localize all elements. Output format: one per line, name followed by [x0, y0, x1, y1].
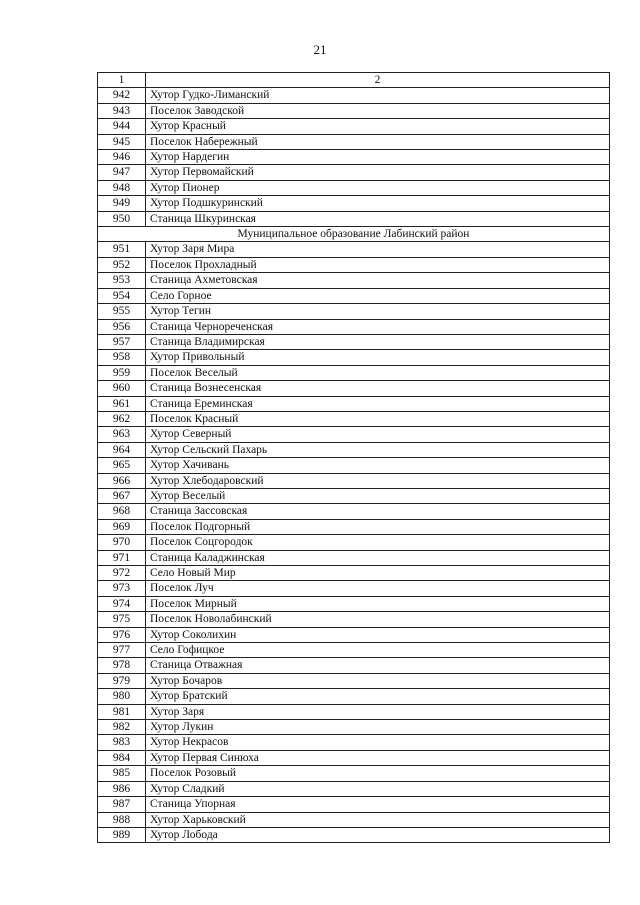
table-row	[98, 442, 610, 457]
settlement-name: Поселок Луч	[146, 581, 610, 596]
settlement-name: Поселок Розовый	[146, 766, 610, 781]
settlement-name: Хутор Хлебодаровский	[146, 473, 610, 488]
row-number: 982	[98, 720, 146, 735]
table-row	[98, 458, 610, 473]
settlement-name: Хутор Привольный	[146, 350, 610, 365]
settlement-name: Хутор Заря Мира	[146, 242, 610, 257]
table-row	[98, 519, 610, 534]
table-row	[98, 196, 610, 211]
row-number: 980	[98, 689, 146, 704]
settlement-name: Поселок Красный	[146, 411, 610, 426]
row-number: 977	[98, 643, 146, 658]
settlement-name: Хутор Веселый	[146, 488, 610, 503]
settlement-name: Хутор Соколихин	[146, 627, 610, 642]
row-number: 957	[98, 334, 146, 349]
settlement-name: Хутор Харьковский	[146, 812, 610, 827]
settlement-name: Хутор Тегин	[146, 304, 610, 319]
settlement-name: Хутор Красный	[146, 119, 610, 134]
table-row	[98, 381, 610, 396]
row-number: 952	[98, 257, 146, 272]
table-row	[98, 180, 610, 195]
settlement-name: Хутор Лобода	[146, 827, 610, 842]
page-number: 21	[313, 42, 327, 57]
row-number: 942	[98, 88, 146, 103]
table-row	[98, 720, 610, 735]
settlement-name: Станица Вознесенская	[146, 381, 610, 396]
settlement-name: Село Горное	[146, 288, 610, 303]
row-number: 955	[98, 304, 146, 319]
row-number: 946	[98, 150, 146, 165]
row-number: 951	[98, 242, 146, 257]
table-row	[98, 119, 610, 134]
row-number: 974	[98, 596, 146, 611]
settlement-name: Хутор Лукин	[146, 720, 610, 735]
table-row	[98, 566, 610, 581]
settlements-table	[97, 72, 610, 843]
table-row	[98, 689, 610, 704]
settlement-name: Хутор Первая Синюха	[146, 750, 610, 765]
table-row	[98, 288, 610, 303]
table-body	[98, 73, 610, 843]
settlement-name: Станица Чернореченская	[146, 319, 610, 334]
row-number: 965	[98, 458, 146, 473]
column-header-number: 1	[98, 73, 146, 88]
table-row	[98, 535, 610, 550]
table-row	[98, 673, 610, 688]
row-number: 983	[98, 735, 146, 750]
settlement-name: Станица Упорная	[146, 797, 610, 812]
settlement-name: Хутор Нардегин	[146, 150, 610, 165]
row-number: 950	[98, 211, 146, 226]
table-row	[98, 165, 610, 180]
row-number: 986	[98, 781, 146, 796]
row-number: 970	[98, 535, 146, 550]
table-row	[98, 319, 610, 334]
settlement-name: Станица Каладжинская	[146, 550, 610, 565]
row-number: 981	[98, 704, 146, 719]
row-number: 956	[98, 319, 146, 334]
settlement-name: Хутор Сельский Пахарь	[146, 442, 610, 457]
table-row	[98, 88, 610, 103]
settlement-name: Хутор Заря	[146, 704, 610, 719]
row-number: 962	[98, 411, 146, 426]
settlement-name: Поселок Заводской	[146, 103, 610, 118]
settlement-name: Хутор Подшкуринский	[146, 196, 610, 211]
table-row	[98, 612, 610, 627]
settlement-name: Хутор Гудко-Лиманский	[146, 88, 610, 103]
row-number: 954	[98, 288, 146, 303]
row-number: 971	[98, 550, 146, 565]
table-row	[98, 797, 610, 812]
table-row	[98, 396, 610, 411]
settlement-name: Поселок Прохладный	[146, 257, 610, 272]
settlement-name: Станица Зассовская	[146, 504, 610, 519]
row-number: 958	[98, 350, 146, 365]
settlement-name: Хутор Пионер	[146, 180, 610, 195]
settlement-name: Хутор Северный	[146, 427, 610, 442]
row-number: 945	[98, 134, 146, 149]
table-row	[98, 150, 610, 165]
settlement-name: Станица Владимирская	[146, 334, 610, 349]
table-row	[98, 134, 610, 149]
column-header-name: 2	[146, 73, 610, 88]
table-row	[98, 643, 610, 658]
row-number: 987	[98, 797, 146, 812]
row-number: 961	[98, 396, 146, 411]
table-row	[98, 812, 610, 827]
settlement-name: Поселок Соцгородок	[146, 535, 610, 550]
settlement-name: Хутор Первомайский	[146, 165, 610, 180]
row-number: 964	[98, 442, 146, 457]
table-row	[98, 750, 610, 765]
table-row	[98, 766, 610, 781]
table-row	[98, 781, 610, 796]
table-row	[98, 350, 610, 365]
settlement-name: Хутор Хачивань	[146, 458, 610, 473]
row-number: 972	[98, 566, 146, 581]
row-number: 944	[98, 119, 146, 134]
row-number: 947	[98, 165, 146, 180]
row-number: 948	[98, 180, 146, 195]
row-number: 973	[98, 581, 146, 596]
row-number: 966	[98, 473, 146, 488]
table-row	[98, 365, 610, 380]
row-number: 960	[98, 381, 146, 396]
row-number: 984	[98, 750, 146, 765]
table-row	[98, 627, 610, 642]
table-row	[98, 273, 610, 288]
row-number: 989	[98, 827, 146, 842]
table-row	[98, 334, 610, 349]
row-number: 953	[98, 273, 146, 288]
settlement-name: Хутор Братский	[146, 689, 610, 704]
table-row	[98, 473, 610, 488]
table-row	[98, 735, 610, 750]
settlement-name: Хутор Бочаров	[146, 673, 610, 688]
row-number: 943	[98, 103, 146, 118]
row-number: 967	[98, 488, 146, 503]
section-title: Муниципальное образование Лабинский район	[98, 227, 610, 242]
settlement-name: Поселок Веселый	[146, 365, 610, 380]
settlement-name: Поселок Новолабинский	[146, 612, 610, 627]
row-number: 963	[98, 427, 146, 442]
settlement-name: Село Гофицкое	[146, 643, 610, 658]
settlement-name: Станица Шкуринская	[146, 211, 610, 226]
table-row	[98, 427, 610, 442]
settlement-name: Хутор Некрасов	[146, 735, 610, 750]
table-row	[98, 242, 610, 257]
table-row	[98, 211, 610, 226]
settlement-name: Станица Ахметовская	[146, 273, 610, 288]
row-number: 949	[98, 196, 146, 211]
row-number: 988	[98, 812, 146, 827]
row-number: 969	[98, 519, 146, 534]
table-row	[98, 411, 610, 426]
row-number: 985	[98, 766, 146, 781]
table-row	[98, 488, 610, 503]
table-row	[98, 704, 610, 719]
row-number: 975	[98, 612, 146, 627]
table-row	[98, 581, 610, 596]
section-row	[98, 227, 610, 242]
settlement-name: Село Новый Мир	[146, 566, 610, 581]
row-number: 959	[98, 365, 146, 380]
settlement-name: Поселок Мирный	[146, 596, 610, 611]
settlement-name: Станица Ереминская	[146, 396, 610, 411]
row-number: 968	[98, 504, 146, 519]
settlement-name: Поселок Подгорный	[146, 519, 610, 534]
table-row	[98, 658, 610, 673]
table-header-row	[98, 73, 610, 88]
table-row	[98, 596, 610, 611]
table-row	[98, 504, 610, 519]
settlement-name: Хутор Сладкий	[146, 781, 610, 796]
table-row	[98, 103, 610, 118]
settlement-name: Поселок Набережный	[146, 134, 610, 149]
table-row	[98, 827, 610, 842]
row-number: 976	[98, 627, 146, 642]
row-number: 979	[98, 673, 146, 688]
table-row	[98, 550, 610, 565]
settlement-name: Станица Отважная	[146, 658, 610, 673]
table-row	[98, 304, 610, 319]
table-row	[98, 257, 610, 272]
row-number: 978	[98, 658, 146, 673]
